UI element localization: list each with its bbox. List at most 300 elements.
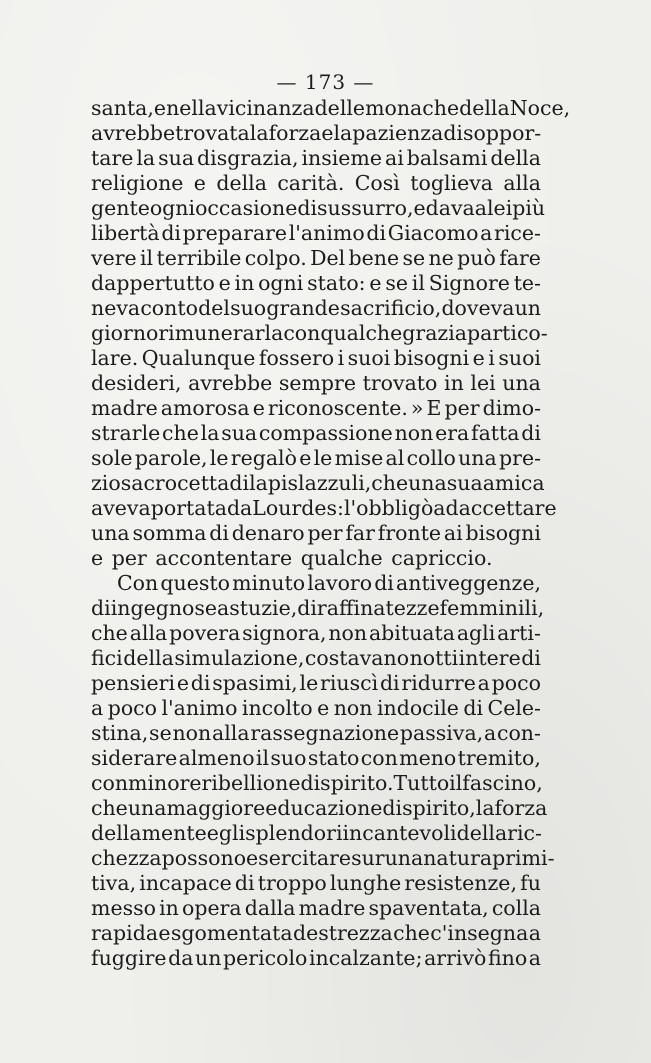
word: i [488, 346, 495, 370]
text-line [91, 421, 541, 446]
word: tremito, [457, 746, 541, 770]
word: con [91, 771, 129, 795]
word: che [393, 921, 430, 945]
word: messo [91, 896, 156, 920]
word: sgomentata [170, 921, 293, 945]
word: strarle [91, 421, 161, 445]
word: le [313, 446, 333, 470]
word: lunghe [329, 871, 402, 895]
text-line [91, 371, 541, 396]
word: femminili, [439, 596, 545, 620]
word: santa, [91, 96, 154, 120]
word: se [149, 721, 172, 745]
word: sua [221, 421, 258, 445]
word: te- [513, 271, 541, 295]
text-line [91, 771, 541, 796]
word: suoi [498, 346, 541, 370]
word: e [206, 821, 219, 845]
word: somma [132, 521, 207, 545]
word: fossero [258, 346, 335, 370]
word: spasimi, [212, 671, 298, 695]
word: madre [298, 896, 366, 920]
word: rice- [494, 221, 541, 245]
word: della [490, 146, 541, 170]
word: ric- [507, 821, 542, 845]
word: capriccio. [391, 546, 493, 570]
word: povera [169, 621, 241, 645]
word: e [176, 671, 189, 695]
text-line [91, 296, 541, 321]
text-line [91, 396, 541, 421]
word: mise [334, 446, 384, 470]
word: destrezza [292, 921, 393, 945]
word: riconoscente. [267, 396, 408, 420]
word: di [300, 771, 321, 795]
text-line [91, 946, 541, 971]
word: sua [446, 471, 483, 495]
word: arrivò [424, 946, 487, 970]
word: religione [91, 171, 184, 195]
word: splendori [245, 821, 343, 845]
word: abituata [368, 621, 455, 645]
word: rapida [91, 921, 159, 945]
word: di [161, 221, 181, 245]
text-line [91, 246, 541, 271]
word: e [299, 446, 312, 470]
word: di [463, 696, 484, 720]
text-line [91, 571, 541, 596]
word: con- [496, 721, 541, 745]
word: regalò [230, 446, 297, 470]
word: a [91, 696, 104, 720]
word: fascino, [462, 771, 543, 795]
word: di [374, 571, 394, 595]
word: preparare [182, 221, 288, 245]
word: Lourdes: [252, 496, 344, 520]
word: avrebbe [91, 121, 176, 145]
word: sacrificio, [340, 296, 442, 320]
word: da [226, 496, 253, 520]
word: vicinanza [216, 96, 315, 120]
word: nella [166, 96, 217, 120]
word: gli [218, 821, 246, 845]
word: dava [425, 196, 475, 220]
word: Qualunque [141, 346, 256, 370]
text-line [91, 721, 541, 746]
word: compassione [258, 421, 393, 445]
word: possono [161, 846, 247, 870]
word: sua [158, 146, 195, 170]
word: raffinatezze [316, 596, 440, 620]
word: simulazione, [174, 646, 305, 670]
word: pericolo [223, 946, 308, 970]
word: le [299, 671, 319, 695]
word: balsami [406, 146, 488, 170]
word: l'animo [288, 221, 365, 245]
word: un [514, 296, 541, 320]
word: della [123, 646, 174, 670]
word: rassegnazione [250, 721, 400, 745]
word: incantevoli [342, 821, 457, 845]
text-line [91, 896, 541, 921]
word: che [91, 796, 128, 820]
word: chezza [91, 846, 162, 870]
word: alla [503, 171, 541, 195]
word: lei [487, 196, 513, 220]
word: astuzie, [217, 596, 298, 620]
word: del [198, 296, 230, 320]
text-line [91, 121, 541, 146]
word: una [127, 796, 167, 820]
word: da [168, 946, 194, 970]
word: bisogni [393, 346, 470, 370]
word: della [216, 171, 267, 195]
word: indocile [376, 696, 459, 720]
word: poco [491, 671, 541, 695]
word: a [483, 721, 497, 745]
word: amica [482, 471, 545, 495]
word: sussurro, [317, 196, 414, 220]
word: forza [494, 796, 548, 820]
text-line [91, 746, 541, 771]
text-line [91, 496, 557, 521]
word: e [193, 171, 206, 195]
word: bene [348, 246, 400, 270]
word: crocetta [143, 471, 230, 495]
text-line [91, 271, 541, 296]
word: il [411, 271, 425, 295]
word: madre [91, 396, 158, 420]
word: arti- [497, 621, 541, 645]
word: e [252, 396, 265, 420]
word: di [91, 596, 111, 620]
word: e [413, 196, 426, 220]
word: non [328, 621, 368, 645]
word: meno [399, 746, 457, 770]
word: fu [520, 871, 541, 895]
word: il [140, 246, 154, 270]
word: una [502, 371, 541, 395]
word: di [297, 596, 317, 620]
word: se [402, 246, 426, 270]
word: una [384, 846, 424, 870]
word: forza [268, 121, 322, 145]
word: suo [230, 296, 267, 320]
word: tiva, [91, 871, 137, 895]
word: a [528, 921, 541, 945]
word: parole, [134, 446, 208, 470]
word: tare [91, 146, 134, 170]
word: amorosa [160, 396, 250, 420]
word: far [345, 521, 375, 545]
word: partico- [467, 321, 548, 345]
word: agli [456, 621, 496, 645]
word: più [512, 196, 546, 220]
word: di [521, 421, 541, 445]
word: troppo [257, 871, 327, 895]
word: qualche [300, 546, 383, 570]
word: ingegnose [110, 596, 218, 620]
word: Del [310, 246, 346, 270]
word: la [136, 146, 156, 170]
word: fronte [377, 521, 442, 545]
word: costavano [304, 646, 410, 670]
word: la [333, 121, 353, 145]
word: non [333, 696, 373, 720]
word: incapace [139, 871, 232, 895]
word: il [255, 746, 270, 770]
text-line [91, 221, 541, 246]
word: le [209, 446, 229, 470]
word: carità. [277, 171, 345, 195]
word: Cele- [487, 696, 541, 720]
word: alla [129, 621, 168, 645]
word: almeno [178, 746, 255, 770]
word: fino [487, 946, 528, 970]
word: accettare [458, 496, 557, 520]
word: Così [354, 171, 400, 195]
word: accontentare [155, 546, 293, 570]
word: fare [499, 246, 541, 270]
word: bisogni [465, 521, 541, 545]
word: conto [140, 296, 198, 320]
word: giorno [91, 321, 159, 345]
word: minore [128, 771, 202, 795]
word: e [321, 121, 334, 145]
word: maggiore [166, 796, 266, 820]
word: di [382, 796, 403, 820]
word: grazia [402, 321, 467, 345]
word: ziosa [91, 471, 144, 495]
word: primi- [492, 846, 555, 870]
word: della [459, 96, 510, 120]
word: colla [491, 896, 541, 920]
word: in [159, 896, 179, 920]
text-line [91, 96, 571, 121]
word: occasione [195, 196, 298, 220]
word: per [307, 521, 343, 545]
word: fuggire [91, 946, 167, 970]
text-line [91, 346, 541, 371]
word: lei [470, 371, 496, 395]
word: non [394, 421, 434, 445]
word: » [410, 396, 424, 420]
word: alla [212, 721, 250, 745]
word: spaventata, [368, 896, 489, 920]
word: che [162, 421, 199, 445]
word: una [408, 471, 447, 495]
text-line [91, 196, 546, 221]
word: di [521, 646, 541, 670]
word: vere [91, 246, 137, 270]
word: passiva, [399, 721, 484, 745]
word: può [457, 246, 496, 270]
word: libertà [91, 221, 160, 245]
word: insieme [301, 146, 383, 170]
word: un [195, 946, 222, 970]
text-line [91, 471, 545, 496]
text-line [91, 696, 541, 721]
word: spirito. [320, 771, 394, 795]
word: poco [107, 696, 157, 720]
word: a [474, 196, 487, 220]
word: Giacomo [387, 221, 479, 245]
word: se [385, 271, 408, 295]
word: antiveggenze, [396, 571, 541, 595]
word: resistenze, [404, 871, 517, 895]
word: l'obbligò [343, 496, 434, 520]
word: la [200, 421, 220, 445]
word: monache [365, 96, 460, 120]
word: educazione [265, 796, 383, 820]
word: Signore [428, 271, 510, 295]
word: sur [351, 846, 385, 870]
word: c'insegna [430, 921, 529, 945]
word: dimo- [482, 396, 541, 420]
text-line [91, 671, 541, 696]
text-line [91, 796, 548, 821]
word: e [369, 271, 382, 295]
text-line [91, 146, 541, 171]
word: opera [182, 896, 242, 920]
word: per [444, 396, 480, 420]
word: che [91, 621, 128, 645]
word: in [444, 371, 464, 395]
word: signora, [242, 621, 327, 645]
text-line [91, 446, 541, 471]
word: gente [91, 196, 150, 220]
text-line [91, 621, 541, 646]
text-line [91, 846, 555, 871]
word: pazienza [352, 121, 444, 145]
text-line [91, 521, 541, 546]
word: la [249, 121, 269, 145]
text-line [91, 921, 541, 946]
word: E [426, 396, 442, 420]
word: soppor- [463, 121, 542, 145]
word: sole [91, 446, 133, 470]
word: ridurre [401, 671, 476, 695]
word: di [366, 221, 387, 245]
word: notti [409, 646, 459, 670]
word: della [456, 821, 508, 845]
text-line [91, 546, 541, 571]
word: a [528, 946, 541, 970]
word: sempre [278, 371, 356, 395]
word: lavoro [307, 571, 373, 595]
word: di [379, 671, 400, 695]
word: a [480, 221, 493, 245]
word: dalla [244, 896, 296, 920]
word: Con [117, 571, 159, 595]
word: e [218, 271, 231, 295]
word: in [234, 271, 255, 295]
word: dappertutto [91, 271, 215, 295]
word: grande [266, 296, 340, 320]
word: stina, [91, 721, 149, 745]
word: toglieva [410, 171, 494, 195]
word: trovato [362, 371, 438, 395]
word: stato [307, 746, 360, 770]
word: al [385, 446, 405, 470]
word: desideri, [91, 371, 182, 395]
word: riuscì [320, 671, 379, 695]
word: a [477, 671, 490, 695]
word: ogni [258, 271, 304, 295]
word: di [443, 121, 463, 145]
word: pensieri [91, 671, 176, 695]
text-line [91, 596, 545, 621]
text-line [91, 171, 541, 196]
word: aveva [91, 496, 151, 520]
text-line [91, 821, 541, 846]
word: Noce, [509, 96, 571, 120]
word: di [229, 471, 250, 495]
word: pre- [499, 446, 541, 470]
word: disgrazia, [197, 146, 299, 170]
word: portata [150, 496, 227, 520]
word: con [360, 746, 398, 770]
word: i [337, 346, 345, 370]
word: e [153, 96, 167, 120]
word: qualche [320, 321, 403, 345]
word: e [91, 546, 104, 570]
word: di [190, 671, 211, 695]
word: era [435, 421, 470, 445]
word: denaro [231, 521, 305, 545]
word: e [317, 696, 330, 720]
word: ne [428, 246, 454, 270]
word: questo [160, 571, 230, 595]
word: di [234, 871, 255, 895]
word: trovata [175, 121, 250, 145]
word: di [297, 196, 318, 220]
word: siderare [91, 746, 178, 770]
word: per [111, 546, 147, 570]
word: ogni [149, 196, 196, 220]
word: con [283, 321, 321, 345]
word: ad [433, 496, 459, 520]
word: ai [443, 521, 463, 545]
word: di [209, 521, 229, 545]
word: colpo. [244, 246, 307, 270]
word: incalzante; [308, 946, 423, 970]
word: suoi [347, 346, 391, 370]
text-line [91, 871, 541, 896]
word: neva [91, 296, 141, 320]
word: non [172, 721, 212, 745]
word: fici [91, 646, 123, 670]
word: minuto [232, 571, 306, 595]
word: e [472, 346, 485, 370]
word: Tutto [393, 771, 450, 795]
word: il [449, 771, 463, 795]
word: collo [406, 446, 456, 470]
word: lapislazzuli, [249, 471, 372, 495]
word: mente [141, 821, 207, 845]
body-text [91, 96, 571, 971]
word: della [91, 821, 142, 845]
word: una [91, 521, 130, 545]
word: suo [270, 746, 307, 770]
page-number: — 173 — [276, 70, 375, 94]
word: natura [423, 846, 493, 870]
word: lare. [91, 346, 139, 370]
word: esercitare [246, 846, 352, 870]
word: ribellione [201, 771, 301, 795]
word: e [158, 921, 171, 945]
word: fatta [471, 421, 520, 445]
